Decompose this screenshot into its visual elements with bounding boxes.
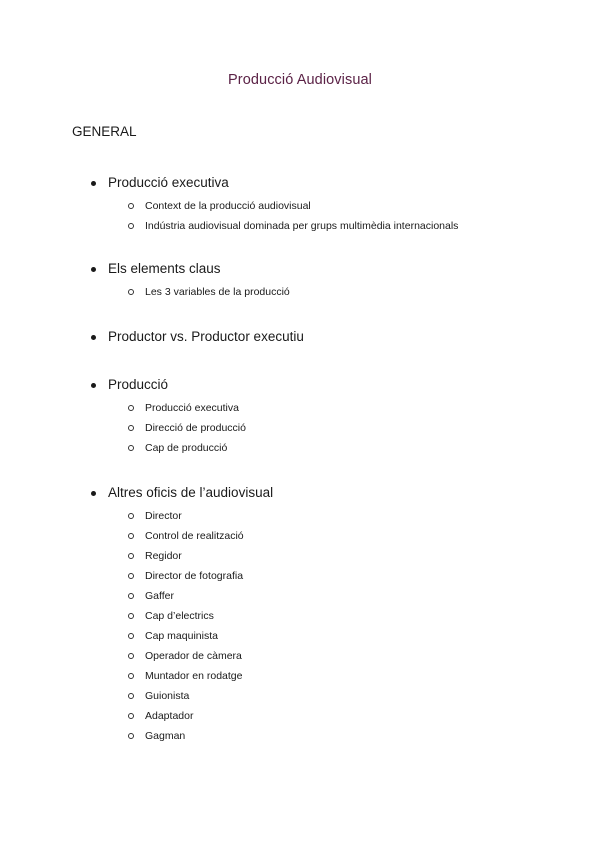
list-item [0, 438, 600, 458]
bullet-circle-icon [128, 289, 134, 295]
topic-block [0, 170, 600, 236]
list-item [0, 726, 600, 746]
bullet-circle-icon [128, 553, 134, 559]
topic-item [0, 324, 600, 350]
subitem-list [0, 506, 600, 746]
list-item-label: Producció executiva [145, 402, 239, 414]
list-item [0, 526, 600, 546]
bullet-circle-icon [128, 673, 134, 679]
list-item-label: Control de realització [145, 530, 244, 542]
subitem-list [0, 196, 600, 236]
list-item-label: Gaffer [145, 590, 174, 602]
topic-label: Altres oficis de l’audiovisual [108, 485, 274, 500]
bullet-circle-icon [128, 613, 134, 619]
topic-list [0, 170, 600, 746]
bullet-disc-icon [91, 383, 96, 388]
list-item [0, 216, 600, 236]
bullet-circle-icon [128, 593, 134, 599]
topic-item [0, 256, 600, 282]
list-item-label: Cap maquinista [145, 630, 218, 642]
list-item [0, 606, 600, 626]
bullet-circle-icon [128, 425, 134, 431]
list-item [0, 566, 600, 586]
list-item-label: Director [145, 510, 182, 522]
subitem-list [0, 282, 600, 302]
bullet-circle-icon [128, 223, 134, 229]
topic-block [0, 480, 600, 746]
list-item-label: Director de fotografia [145, 570, 244, 582]
document-title: Producció Audiovisual [228, 72, 372, 88]
topic-item [0, 480, 600, 506]
bullet-disc-icon [91, 491, 96, 496]
bullet-circle-icon [128, 203, 134, 209]
bullet-circle-icon [128, 633, 134, 639]
list-item-label: Operador de càmera [145, 650, 242, 662]
list-item-label: Direcció de producció [145, 422, 246, 434]
bullet-circle-icon [128, 405, 134, 411]
bullet-circle-icon [128, 573, 134, 579]
list-item [0, 418, 600, 438]
list-item [0, 196, 600, 216]
list-item-label: Adaptador [145, 710, 194, 722]
list-item-label: Regidor [145, 550, 182, 562]
list-item [0, 686, 600, 706]
list-item-label: Cap d’electrics [145, 610, 214, 622]
bullet-circle-icon [128, 713, 134, 719]
bullet-circle-icon [128, 693, 134, 699]
list-item [0, 626, 600, 646]
bullet-circle-icon [128, 533, 134, 539]
list-item-label: Indústria audiovisual dominada per grups multimèdia internacionals [145, 220, 459, 232]
bullet-circle-icon [128, 513, 134, 519]
topic-block [0, 372, 600, 458]
bullet-disc-icon [91, 267, 96, 272]
topic-label: Els elements claus [108, 261, 221, 276]
list-item-label: Cap de producció [145, 442, 228, 454]
topic-item [0, 372, 600, 398]
list-item [0, 706, 600, 726]
subitem-list [0, 398, 600, 458]
list-item [0, 546, 600, 566]
bullet-circle-icon [128, 653, 134, 659]
section-heading-general: GENERAL [72, 124, 137, 139]
list-item [0, 586, 600, 606]
list-item-label: Muntador en rodatge [145, 670, 243, 682]
list-item [0, 506, 600, 526]
list-item-label: Guionista [145, 690, 190, 702]
list-item-label: Les 3 variables de la producció [145, 286, 290, 298]
list-item-label: Context de la producció audiovisual [145, 200, 311, 212]
bullet-circle-icon [128, 733, 134, 739]
bullet-circle-icon [128, 445, 134, 451]
topic-label: Producció [108, 377, 169, 392]
list-item [0, 398, 600, 418]
topic-block [0, 256, 600, 302]
topic-block [0, 324, 600, 350]
list-item [0, 646, 600, 666]
topic-item [0, 170, 600, 196]
bullet-disc-icon [91, 335, 96, 340]
topic-label: Producció executiva [108, 175, 229, 190]
list-item [0, 666, 600, 686]
list-item [0, 282, 600, 302]
bullet-disc-icon [91, 181, 96, 186]
topic-label: Productor vs. Productor executiu [108, 329, 304, 344]
list-item-label: Gagman [145, 730, 186, 742]
